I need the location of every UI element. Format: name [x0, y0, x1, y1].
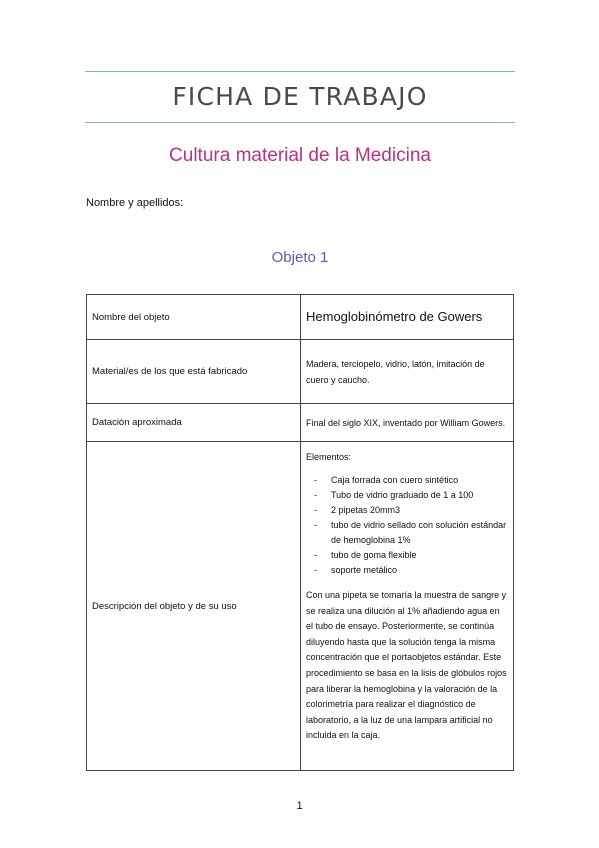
name-label: Nombre y apellidos: — [86, 197, 184, 209]
description-label: Descripción del objeto y de su uso — [87, 442, 301, 771]
object-name-label: Nombre del objeto — [87, 295, 301, 340]
list-item: - 2 pipetas 20mm3 — [314, 505, 401, 515]
list-item: - soporte metálico — [314, 565, 398, 575]
list-item-text: Tubo de vidrio graduado de 1 a 100 — [331, 490, 474, 500]
usage-paragraph: Con una pipeta se tomaría la muestra de sangre y se realiza una dilución al 1% añadiendo agua en el tubo de ensayo. Posteriormente, se continúa diluyendo hasta que la solución tenga la misma concentración que el portaobjetos estándar. Este procedimiento se basa en la lisis de glóbulos rojos para liberar la hemoglobina y la valoración de la colorimetría para realizar el diagnóstico de laboratorio, a la luz de una lampara artificial no incluida en la caja. — [306, 590, 507, 741]
list-item: - Caja forrada con cuero sintético — [314, 475, 459, 485]
list-item-text: soporte metálico — [331, 565, 398, 575]
top-rule — [85, 71, 515, 72]
table-row — [87, 442, 514, 771]
list-item: - tubo de goma flexible — [314, 550, 417, 560]
list-item-text: tubo de goma flexible — [331, 550, 417, 560]
list-item-text: 2 pipetas 20mm3 — [331, 505, 401, 515]
elements-title: Elementos: — [306, 452, 352, 462]
subtitle: Cultura material de la Medicina — [169, 145, 431, 166]
title-underline-rule — [85, 122, 515, 123]
table-row — [87, 404, 514, 442]
object-name-value — [301, 295, 514, 340]
list-item-text: tubo de vidrio sellado con solución estándar de hemoglobina 1% — [331, 520, 507, 545]
list-item: - tubo de vidrio sellado con solución estándar de hemoglobina 1% — [314, 520, 507, 545]
dating-value: Final del siglo XIX, inventado por William Gowers. — [301, 404, 514, 442]
dating-label: Datación aproximada — [87, 404, 301, 442]
page-title: FICHA DE TRABAJO — [172, 82, 428, 111]
table-row — [87, 340, 514, 404]
page-number: 1 — [296, 800, 303, 812]
object-table — [86, 294, 514, 771]
list-item: - Tubo de vidrio graduado de 1 a 100 — [314, 490, 474, 500]
object-name-text: Hemoglobinómetro de Gowers — [306, 308, 483, 324]
elements-list — [306, 473, 508, 578]
table-row — [87, 295, 514, 340]
description-value — [301, 442, 514, 771]
object-heading: Objeto 1 — [271, 249, 329, 266]
materials-label: Material/es de los que está fabricado — [87, 340, 301, 404]
materials-value: Madera, terciopelo, vidrio, latón, imitación de cuero y caucho. — [301, 340, 514, 404]
list-item-text: Caja forrada con cuero sintético — [331, 475, 459, 485]
